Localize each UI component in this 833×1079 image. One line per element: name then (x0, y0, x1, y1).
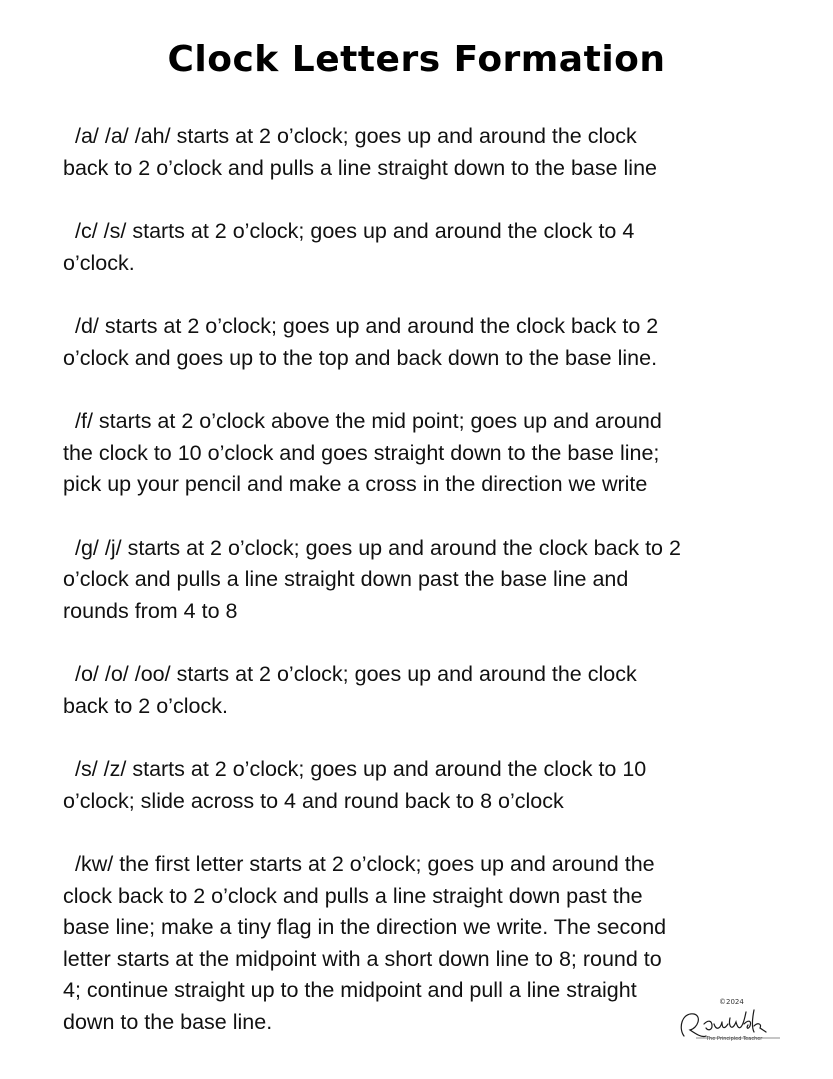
paragraph-line: the clock to 10 o’clock and goes straight down to the base line; (63, 440, 660, 465)
paragraph-g (63, 533, 775, 628)
paragraph-line: 4; continue straight up to the midpoint and pull a line straight (63, 978, 637, 1002)
paragraph-line: back to 2 o’clock and pulls a line straight down to the base line (63, 155, 658, 180)
paragraph-line: /a/ /a/ /ah/ starts at 2 o’clock; goes up and around the clock (75, 124, 637, 148)
paragraph-line: /g/ /j/ starts at 2 o’clock; goes up and around the clock back to 2 (75, 535, 681, 560)
paragraph-line: /f/ starts at 2 o’clock above the mid point; goes up and around (75, 409, 662, 433)
paragraph-line: /c/ /s/ starts at 2 o’clock; goes up and around the clock to 4 (75, 219, 635, 243)
instructions-body (63, 121, 775, 1070)
paragraph-line: /s/ /z/ starts at 2 o’clock; goes up and around the clock to 10 (75, 757, 647, 781)
paragraph-kw (63, 849, 775, 1038)
paragraph-a (63, 121, 775, 184)
paragraph-line: back to 2 o’clock. (63, 693, 228, 718)
paragraph-line: letter starts at the midpoint with a short down line to 8; round to (63, 946, 662, 971)
paragraph-d (63, 311, 775, 374)
paragraph-line: o’clock. (63, 250, 135, 275)
paragraph-line: base line; make a tiny flag in the direction we write. The second (63, 915, 667, 939)
paragraph-line: rounds from 4 to 8 (63, 598, 238, 623)
paragraph-line: clock back to 2 o’clock and pulls a line straight down past the (63, 883, 643, 908)
paragraph-line: /d/ starts at 2 o’clock; goes up and around the clock back to 2 (75, 314, 659, 338)
copyright-label: ©2024 (719, 998, 744, 1006)
paragraph-line: /kw/ the first letter starts at 2 o’clock; goes up and around the (75, 852, 655, 876)
paragraph-s (63, 754, 775, 817)
paragraph-c (63, 216, 775, 279)
paragraph-o (63, 659, 775, 722)
paragraph-f (63, 406, 775, 501)
paragraph-line: /o/ /o/ /oo/ starts at 2 o’clock; goes up and around the clock (75, 662, 637, 686)
paragraph-line: down to the base line. (63, 1009, 273, 1034)
signature-tagline: The Principled Teacher (706, 1036, 763, 1042)
paragraph-line: pick up your pencil and make a cross in the direction we write (63, 472, 648, 496)
paragraph-line: o’clock; slide across to 4 and round back to 8 o’clock (63, 788, 564, 813)
paragraph-line: o’clock and goes up to the top and back down to the base line. (63, 345, 658, 370)
paragraph-line: o’clock and pulls a line straight down past the base line and (63, 567, 629, 591)
page-title: Clock Letters Formation (167, 39, 666, 80)
